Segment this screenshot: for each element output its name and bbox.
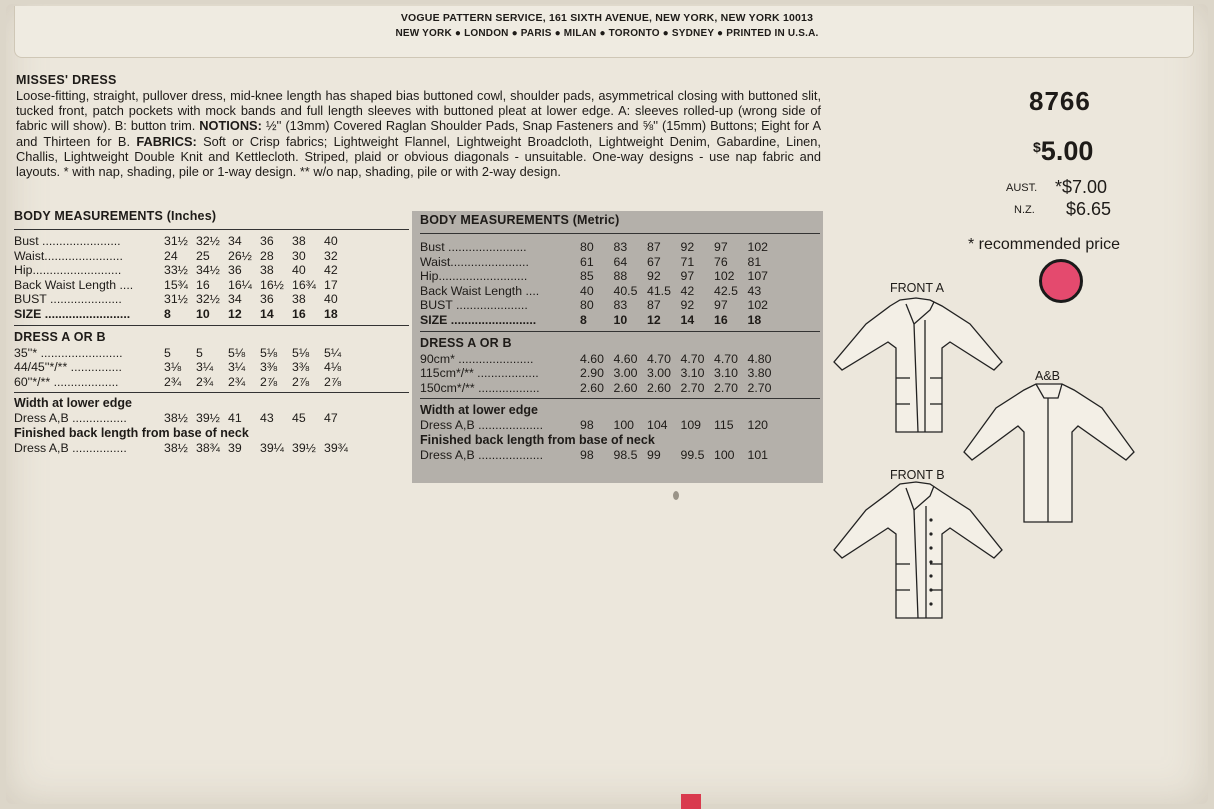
pattern-description <box>16 88 821 179</box>
row-value: 14 <box>680 312 695 327</box>
publisher-header <box>0 10 1214 42</box>
row-label: Bust ....................... <box>420 240 527 254</box>
imperial-title: BODY MEASUREMENTS (Inches) <box>14 209 217 223</box>
row-value: 97 <box>714 298 728 313</box>
row-value: 83 <box>613 240 628 254</box>
row-label: Hip.......................... <box>14 263 122 278</box>
description-text: Loose-fitting, straight, pullover dress, mid-knee length has shaped bias buttoned cowl, shoulder pads, asymmetrical closing with buttoned slit, tucked front, patch pockets with mock bands and full length sleeves with buttoned pleat at lower edge. A: sleeves rolled-up (wrong side of fabric will show). B: button trim. <box>16 88 821 134</box>
row-value: 81 <box>747 254 762 269</box>
row-value: 67 <box>647 254 661 269</box>
row-value: 2⅞ <box>292 374 310 389</box>
fabrics-text: Soft or Crisp fabrics; Lightweight Flannel, Lightweight Broadcloth, Lightweight Denim, Gabardine, Linen, Challis, Lightweight Double Knit and Kettlecloth. Striped, plaid or obvious diagonals - unsuitable. One-way designs - use nap fabric and layouts. * with nap, shading, pile or 1-way design. ** w/o nap, shading, pile or with 2-way design. <box>16 133 821 180</box>
paper-speck <box>673 491 679 500</box>
row-value: 32½ <box>196 292 220 307</box>
row-value: 16 <box>196 277 210 292</box>
row-value: 3.80 <box>747 366 772 381</box>
row-value: 25 <box>196 248 210 263</box>
row-value: 38 <box>260 263 274 278</box>
metric-width-title: Width at lower edge <box>420 403 538 418</box>
divider <box>14 392 409 393</box>
row-value: 88 <box>613 269 628 284</box>
row-value: 40 <box>292 263 306 278</box>
divider <box>420 233 820 234</box>
row-value: 2.90 <box>580 366 604 381</box>
row-label: SIZE ......................... <box>420 312 537 327</box>
row-value: 2⅞ <box>324 374 342 389</box>
row-label: BUST ..................... <box>14 292 122 307</box>
row-value: 109 <box>680 418 702 433</box>
row-value: 39¼ <box>260 440 284 455</box>
row-value: 80 <box>580 298 594 313</box>
row-label: Back Waist Length .... <box>14 277 134 292</box>
aust-price: *$7.00 <box>1055 177 1108 197</box>
row-value: 2.60 <box>613 380 638 395</box>
row-label: BUST ..................... <box>420 298 528 313</box>
row-label: 150cm*/** .................. <box>420 380 540 395</box>
row-value: 2¾ <box>196 374 214 389</box>
row-value: 39¾ <box>324 440 348 455</box>
table-row <box>14 375 409 390</box>
row-label: 35''* ........................ <box>14 345 123 360</box>
imperial-back-row <box>14 441 409 456</box>
metric-back-row <box>420 448 820 463</box>
row-value: 26½ <box>228 248 252 263</box>
table-row <box>14 249 409 264</box>
row-value: 3.10 <box>680 366 705 381</box>
row-label: Dress A,B ................... <box>420 447 543 462</box>
red-tab-marker <box>681 794 701 809</box>
row-value: 16¼ <box>228 277 252 292</box>
table-row <box>420 298 820 313</box>
row-value: 107 <box>747 269 769 284</box>
row-value: 2¾ <box>228 374 246 389</box>
row-label: Dress A,B ................ <box>14 411 127 426</box>
divider <box>14 229 409 230</box>
row-value: 3.10 <box>714 366 738 381</box>
row-value: 97 <box>680 269 695 284</box>
row-label: 115cm*/** .................. <box>420 366 539 381</box>
row-value: 16¾ <box>292 277 316 292</box>
row-value: 36 <box>228 263 242 278</box>
row-value: 102 <box>747 240 769 254</box>
row-value: 5¼ <box>324 345 342 360</box>
row-value: 36 <box>260 292 274 307</box>
row-value: 34 <box>228 234 242 248</box>
imperial-yardage-rows <box>14 346 409 390</box>
row-value: 5 <box>164 345 171 360</box>
row-label: Dress A,B ................ <box>14 440 127 455</box>
table-row <box>14 278 409 293</box>
metric-body-rows <box>420 240 820 328</box>
row-value: 38 <box>292 234 306 248</box>
row-value: 4.80 <box>747 351 772 366</box>
row-value: 28 <box>260 248 274 263</box>
row-value: 2.70 <box>680 380 705 395</box>
metric-measurements <box>420 213 820 463</box>
row-value: 98.5 <box>613 447 638 462</box>
aust-label: AUST. <box>1006 182 1038 194</box>
row-value: 31½ <box>164 234 188 248</box>
row-value: 16 <box>292 306 306 321</box>
table-row <box>420 284 820 299</box>
pink-dot-icon <box>1039 259 1083 303</box>
row-value: 8 <box>580 312 587 327</box>
row-value: 2.60 <box>580 380 604 395</box>
row-label: Back Waist Length .... <box>420 283 540 298</box>
fabrics-label: FABRICS: <box>136 133 197 149</box>
row-value: 2.60 <box>647 380 671 395</box>
row-label: Bust ....................... <box>14 234 121 248</box>
table-row <box>420 255 820 270</box>
divider <box>420 331 820 332</box>
row-label: 44/45''*/** ............... <box>14 360 122 375</box>
imperial-body-rows <box>14 234 409 322</box>
table-row <box>14 307 409 322</box>
pattern-title: MISSES' DRESS <box>16 73 117 87</box>
imperial-width-title: Width at lower edge <box>14 396 132 411</box>
table-row <box>14 263 409 278</box>
table-row <box>420 448 820 463</box>
table-row <box>420 240 820 255</box>
table-row <box>420 352 820 367</box>
row-value: 40 <box>324 234 338 248</box>
row-value: 3.00 <box>647 366 671 381</box>
price-value: 5.00 <box>1040 136 1094 166</box>
row-value: 61 <box>580 254 594 269</box>
imperial-width-row <box>14 411 409 426</box>
row-value: 33½ <box>164 263 188 278</box>
table-row <box>14 234 409 249</box>
front-a-label: FRONT A <box>890 281 944 295</box>
row-value: 4.70 <box>680 351 705 366</box>
row-value: 42 <box>324 263 338 278</box>
row-value: 102 <box>747 298 769 313</box>
row-value: 3⅜ <box>292 360 310 375</box>
table-row <box>14 346 409 361</box>
table-row <box>420 381 820 396</box>
us-price <box>1033 136 1093 167</box>
row-value: 10 <box>613 312 628 327</box>
row-value: 32 <box>324 248 338 263</box>
row-value: 18 <box>747 312 762 327</box>
row-value: 4⅛ <box>324 360 342 375</box>
row-value: 2.70 <box>714 380 738 395</box>
row-value: 115 <box>714 418 734 433</box>
table-row <box>14 360 409 375</box>
row-value: 120 <box>747 418 769 433</box>
row-value: 40 <box>580 283 594 298</box>
row-value: 97 <box>714 240 728 254</box>
row-value: 2.70 <box>747 380 772 395</box>
row-value: 12 <box>228 306 242 321</box>
row-value: 80 <box>580 240 594 254</box>
row-value: 4.60 <box>613 351 638 366</box>
row-value: 4.70 <box>714 351 738 366</box>
metric-dress-title: DRESS A OR B <box>420 335 512 350</box>
row-value: 104 <box>647 418 668 433</box>
row-value: 41 <box>228 411 242 426</box>
row-value: 39½ <box>196 411 220 426</box>
row-value: 42 <box>680 283 695 298</box>
metric-width-row <box>420 418 820 433</box>
divider <box>420 398 820 399</box>
pattern-number: 8766 <box>1029 86 1091 116</box>
imperial-dress-title: DRESS A OR B <box>14 329 106 344</box>
row-value: 98 <box>580 418 594 433</box>
recommended-price-note: * recommended price <box>968 236 1121 253</box>
row-value: 3⅛ <box>164 360 182 375</box>
row-value: 5⅛ <box>292 345 310 360</box>
row-label: Waist....................... <box>420 254 529 269</box>
row-value: 3⅜ <box>260 360 278 375</box>
row-value: 99.5 <box>680 447 705 462</box>
row-value: 39½ <box>292 440 316 455</box>
row-value: 10 <box>196 306 210 321</box>
row-value: 2⅞ <box>260 374 278 389</box>
row-value: 41.5 <box>647 283 671 298</box>
row-label: 90cm* ...................... <box>420 351 534 366</box>
row-value: 34 <box>228 292 242 307</box>
metric-title: BODY MEASUREMENTS (Metric) <box>420 213 620 227</box>
row-value: 102 <box>714 269 735 284</box>
row-value: 17 <box>324 277 338 292</box>
row-value: 3¼ <box>196 360 214 375</box>
row-value: 92 <box>680 298 695 313</box>
row-value: 47 <box>324 411 338 426</box>
row-value: 3.00 <box>613 366 638 381</box>
row-value: 18 <box>324 306 338 321</box>
row-label: 60''*/** ................... <box>14 374 119 389</box>
table-row <box>420 418 820 433</box>
nz-price: $6.65 <box>1066 199 1112 219</box>
row-value: 4.60 <box>580 351 604 366</box>
row-value: 92 <box>680 240 695 254</box>
row-value: 71 <box>680 254 695 269</box>
row-value: 34½ <box>196 263 220 278</box>
row-value: 87 <box>647 298 661 313</box>
table-row <box>14 411 409 426</box>
row-value: 98 <box>580 447 594 462</box>
row-value: 36 <box>260 234 274 248</box>
row-value: 14 <box>260 306 274 321</box>
row-value: 38¾ <box>196 440 220 455</box>
row-value: 43 <box>747 283 762 298</box>
row-value: 92 <box>647 269 661 284</box>
row-value: 64 <box>613 254 628 269</box>
front-b-sketch-icon <box>830 480 1008 622</box>
table-row <box>14 441 409 456</box>
row-value: 83 <box>613 298 628 313</box>
publisher-cities: NEW YORK ● LONDON ● PARIS ● MILAN ● TORONTO ● SYDNEY ● PRINTED IN U.S.A. <box>395 28 819 39</box>
row-value: 76 <box>714 254 728 269</box>
row-value: 12 <box>647 312 661 327</box>
notions-label: NOTIONS: <box>199 118 262 134</box>
row-value: 99 <box>647 447 661 462</box>
row-value: 2¾ <box>164 374 182 389</box>
row-value: 32½ <box>196 234 220 248</box>
row-value: 40.5 <box>613 283 638 298</box>
notions-text: ½'' (13mm) Covered Raglan Shoulder Pads, Snap Fasteners and ⅝'' (15mm) Buttons; Eight for A and Thirteen for B. <box>16 118 821 149</box>
table-row <box>14 292 409 307</box>
row-value: 45 <box>292 411 306 426</box>
table-row <box>420 313 820 328</box>
imperial-back-title: Finished back length from base of neck <box>14 425 249 440</box>
front-b-label: FRONT B <box>890 468 945 482</box>
table-row <box>420 269 820 284</box>
row-value: 8 <box>164 306 171 321</box>
row-value: 42.5 <box>714 283 738 298</box>
row-value: 16 <box>714 312 728 327</box>
row-label: Hip.......................... <box>420 269 528 284</box>
publisher-address: VOGUE PATTERN SERVICE, 161 SIXTH AVENUE, NEW YORK, NEW YORK 10013 <box>400 12 814 24</box>
imperial-measurements <box>14 209 409 456</box>
row-value: 87 <box>647 240 661 254</box>
row-value: 100 <box>714 447 735 462</box>
row-value: 38 <box>292 292 306 307</box>
row-value: 38½ <box>164 411 188 426</box>
row-value: 15¾ <box>164 277 188 292</box>
divider <box>14 325 409 326</box>
dollar-sign: $ <box>1033 139 1041 155</box>
row-label: Dress A,B ................... <box>420 418 543 433</box>
row-value: 5⅛ <box>260 345 278 360</box>
row-label: Waist....................... <box>14 248 123 263</box>
row-value: 31½ <box>164 292 188 307</box>
row-value: 16½ <box>260 277 284 292</box>
metric-back-title: Finished back length from base of neck <box>420 432 655 447</box>
table-row <box>420 366 820 381</box>
ab-label: A&B <box>1035 369 1061 383</box>
nz-label: N.Z. <box>1014 204 1035 216</box>
row-value: 30 <box>292 248 306 263</box>
row-label: SIZE ......................... <box>14 306 131 321</box>
row-value: 38½ <box>164 440 188 455</box>
row-value: 100 <box>613 418 635 433</box>
row-value: 5⅛ <box>228 345 246 360</box>
row-value: 4.70 <box>647 351 671 366</box>
row-value: 40 <box>324 292 338 307</box>
row-value: 3¼ <box>228 360 246 375</box>
row-value: 24 <box>164 248 178 263</box>
row-value: 85 <box>580 269 594 284</box>
row-value: 101 <box>747 447 769 462</box>
row-value: 43 <box>260 411 274 426</box>
metric-yardage-rows <box>420 352 820 396</box>
row-value: 5 <box>196 345 203 360</box>
row-value: 39 <box>228 440 242 455</box>
